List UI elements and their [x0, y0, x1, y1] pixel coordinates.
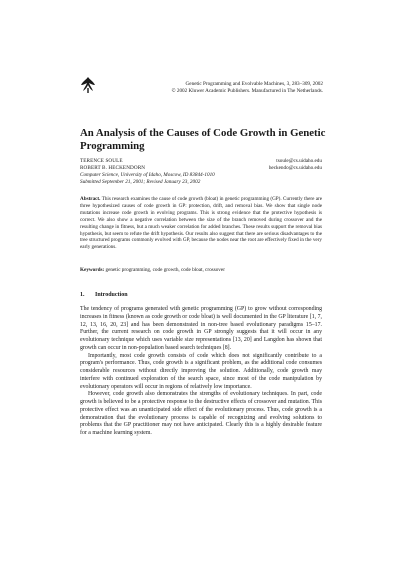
author-name: TERENCE SOULE: [80, 158, 123, 164]
kluwer-logo-icon: [80, 76, 96, 94]
section-heading: [80, 291, 322, 299]
author-row: [80, 158, 322, 165]
journal-citation: [100, 81, 323, 96]
abstract: [80, 196, 322, 251]
journal-line-2: © 2002 Kluwer Academic Publishers. Manufactured in The Netherlands.: [171, 88, 323, 95]
section-number: 1.: [80, 292, 85, 298]
submission-dates: Submitted September 21, 2001; Revised January 23, 2002: [80, 178, 201, 185]
abstract-label: Abstract.: [80, 196, 101, 202]
keywords-label: Keywords:: [80, 267, 105, 273]
keywords: [80, 267, 322, 274]
journal-line-1: Genetic Programming and Evolvable Machines, 3, 283–309, 2002: [185, 81, 323, 87]
body-text: [80, 306, 322, 438]
author-name: ROBERT B. HECKENDORN: [80, 164, 146, 171]
paragraph: The tendency of programs generated with genetic programming (GP) to grow without corresponding increases in fitness (known as code growth or code bloat) is well documented in the GP literature [1, 7, 12, 13, 16, 20, 23] and has been demonstrated in non-tree based evolutionary paradigms 15–17. Further, the current research on code growth in GP strongly suggests that it will occur in any evolutionary technique which uses variable size representations [13, 20] and Langdon has shown that growth can occur in non-population based search techniques [8].: [80, 306, 322, 351]
author-block: [80, 158, 322, 186]
section-title: Introduction: [95, 292, 128, 298]
paragraph: Importantly, most code growth consists of code which does not significantly contribute to a program's performance. Thus, code growth is a significant problem, as the additional code consumes considerable resources without directly improving the solution. Additionally, code growth may interfere with continued exploration of the search space, since most of the code manipulation by evolutionary operators will occur in regions of relatively low importance.: [80, 352, 322, 390]
author-row: [80, 165, 322, 172]
author-email: tsoule@cs.uidaho.edu: [276, 158, 322, 164]
keywords-text: genetic programming, code growth, code bloat, crossover: [105, 267, 225, 273]
author-email: heckendo@cs.uidaho.edu: [268, 164, 322, 171]
paragraph: However, code growth also demonstrates the strengths of evolutionary techniques. In part, code growth is believed to be a protective response to the destructive effects of crossover and mutation. This protective effect was an unanticipated side effect of the evolutionary process. Thus, code growth is a demonstration that the evolutionary process is capable of recognizing and evolving solutions to problems that the GP practitioner may not have anticipated. Clearly this is a highly desirable feature for a machine learning system.: [80, 391, 322, 436]
abstract-text: This research examines the cause of code growth (bloat) in genetic programming (GP). Currently there are three hypothesized causes of code growth in GP: protection, drift, and removal bias. We show that single node mutations increase code growth in evolving programs. This is strong evidence that the protective hypothesis is correct. We also show a negative correlation between the size of the branch removed during crossover and the resulting change in fitness, but a much weaker correlation for added branches. These results support the removal bias hypothesis, but seem to refute the drift hypothesis. Our results also suggest that there are serious disadvantages to the tree structured programs commonly evolved with GP, because the nodes near the root are effectively fixed in the very early generations.: [80, 196, 322, 251]
affiliation: Computer Science, University of Idaho, Moscow, ID 83844-1010: [80, 171, 215, 178]
paper-title: An Analysis of the Causes of Code Growth in Genetic Programming: [80, 127, 326, 152]
